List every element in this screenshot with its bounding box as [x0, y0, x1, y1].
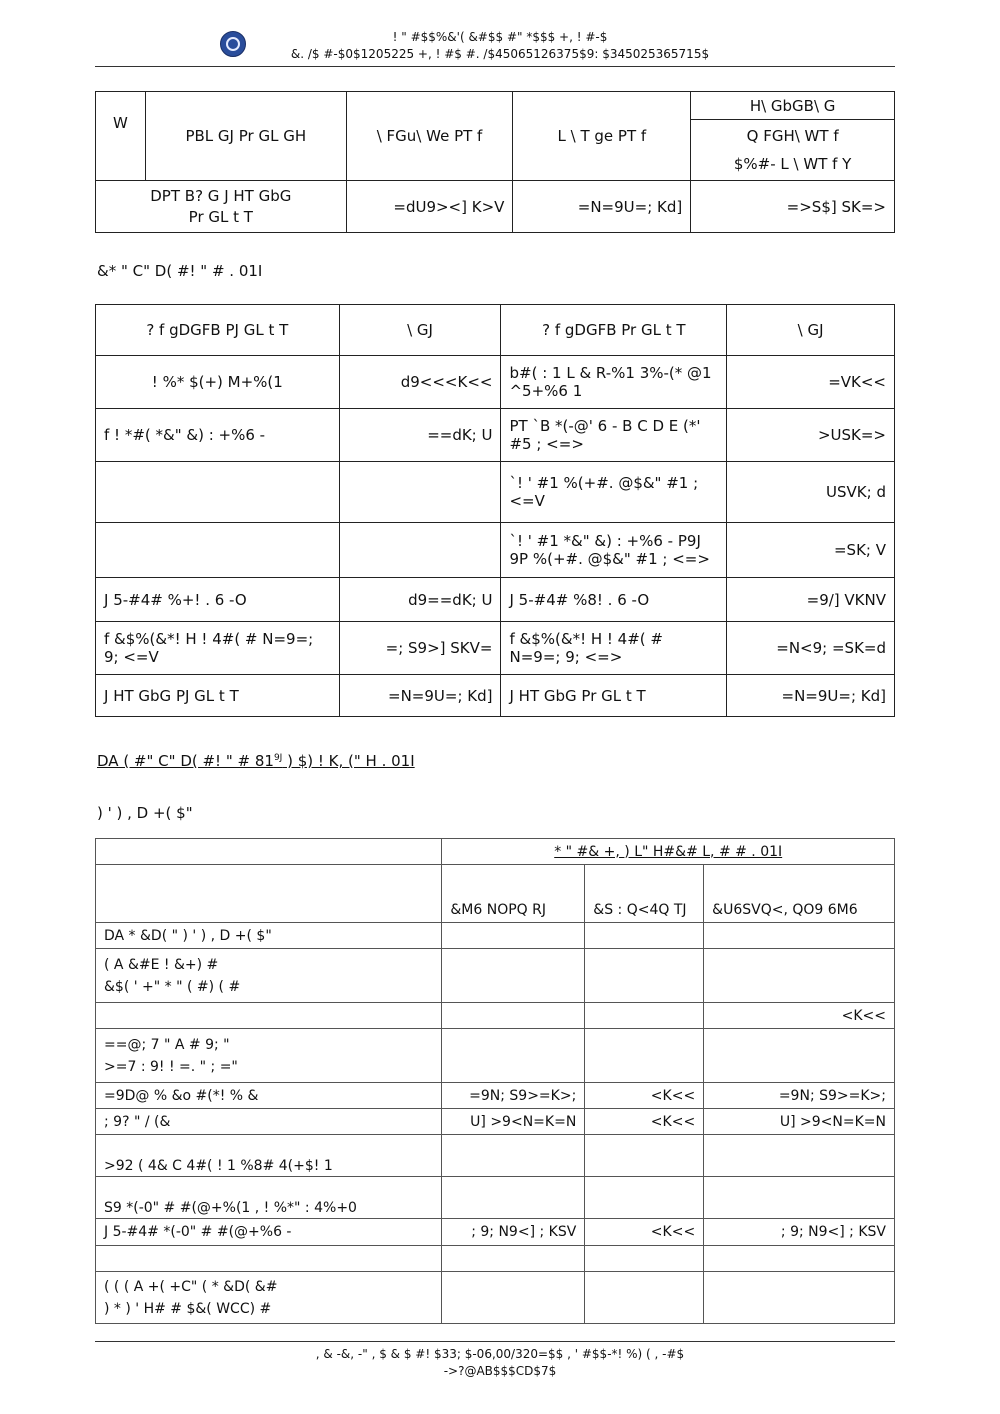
t3-label-line: S9 *(-0" # #(@+%(1 , ! %*" : 4%+0 — [104, 1200, 357, 1216]
t2-cell — [96, 462, 340, 523]
t2-header-4: \ GJ — [727, 305, 895, 356]
t3-label-line: ; 9? " / (& — [104, 1113, 171, 1130]
t3-label-line: ( A &#E ! &+) # — [104, 956, 219, 973]
t2-cell: J 5-#4# %8! . 6 -O — [501, 578, 727, 622]
t2-cell: J 5-#4# %+! . 6 -O — [96, 578, 340, 622]
t2-cell: `! ' #1 *&" &) : +%6 - P9J 9P %(+#. @$&" #1 ; <=> — [501, 523, 727, 578]
t3-cell — [442, 1246, 585, 1272]
value-c: =N=9U=; Kd] — [513, 181, 691, 233]
t3-row-label — [96, 1177, 442, 1219]
header-line-1: ! " #$$%&'( &#$$ #" *$$$ +, ! #-$ — [392, 30, 608, 44]
row-label-line-1: DPT B? G J HT GbG — [150, 186, 292, 205]
col-d-sub2: $%#- L \ WT f Y — [733, 155, 852, 173]
t3-cell — [585, 949, 704, 1003]
t3-col-header: &S : Q<4Q TJ — [585, 865, 704, 923]
t2-cell: d9==dK; U — [339, 578, 501, 622]
col-b-header: \ FGu\ We PT f — [346, 92, 513, 181]
t2-cell: f &$%(&*! H ! 4#( # N=9=; 9; <=V — [96, 622, 340, 675]
t3-cell — [442, 949, 585, 1003]
col-d-sub1: Q FGH\ WT f — [746, 127, 839, 145]
t3-cell — [704, 1177, 895, 1219]
t3-cell — [704, 923, 895, 949]
t2-cell: =SK; V — [727, 523, 895, 578]
t2-cell: =9/] VKNV — [727, 578, 895, 622]
t3-col-header: &U6SVQ<, QO9 6M6 — [704, 865, 895, 923]
t2-cell: b#( : 1 L & R-%1 3%-(* @1 ^5+%6 1 — [501, 356, 727, 409]
t2-total-label: J HT GbG Pr GL t T — [501, 675, 727, 717]
t3-col-header: &M6 NOPQ RJ — [442, 865, 585, 923]
t3-row-label — [96, 1135, 442, 1177]
t3-label-line: ( ( ( A +( +C" ( * &D( &# — [104, 1278, 278, 1295]
t3-row-label — [96, 1029, 442, 1083]
t2-header-3: ? f gDGFB Pr GL t T — [501, 305, 727, 356]
t3-cell — [704, 1135, 895, 1177]
footer-line-1: , & -&, -" , $ & $ #! $33; $-06,00/320=$$ , ' #$$-*! %) ( , -#$ — [315, 1347, 685, 1361]
row-label-line-2: Pr GL t T — [188, 207, 253, 226]
t2-cell: ! %* $(+) M+%(1 — [96, 356, 340, 409]
t3-cell — [704, 1246, 895, 1272]
t2-cell — [96, 523, 340, 578]
t3-cell — [442, 1272, 585, 1324]
t3-row-label — [96, 1219, 442, 1246]
t3-cell — [585, 1272, 704, 1324]
t3-cell: ; 9; N9<] ; KSV — [442, 1219, 585, 1246]
col-d-header: H\ GbGB\ G — [691, 92, 895, 120]
t3-cell — [442, 1003, 585, 1029]
t3-row-label — [96, 1272, 442, 1324]
t3-label-line: ) * ) ' H# # $&( WCC) # — [104, 1300, 272, 1317]
t2-cell: =; S9>] SKV= — [339, 622, 501, 675]
detail-table — [95, 838, 895, 1324]
col-w-header: W — [96, 92, 146, 181]
t3-group-header-text: * " #& +, ) L" H#&# L, # # . 01I — [554, 843, 783, 860]
t3-label-line: =9D@ % &o #(*! % & — [104, 1087, 259, 1104]
t2-cell — [339, 523, 501, 578]
t2-cell: ==dK; U — [339, 409, 501, 462]
t3-cell — [585, 1246, 704, 1272]
header-line-2: &. /$ #-$0$1205225 +, ! #$ #. /$45065126375$9: $345025365715$ — [290, 47, 710, 61]
footer-rule — [95, 1341, 895, 1342]
row-label — [96, 181, 347, 233]
t3-row-label — [96, 1109, 442, 1135]
t2-total-value: =N=9U=; Kd] — [339, 675, 501, 717]
t2-total-value: =N=9U=; Kd] — [727, 675, 895, 717]
t3-cell: U] >9<N=K=N — [704, 1109, 895, 1135]
section-heading-2-sup: 9J — [273, 753, 283, 763]
t3-cell — [442, 1029, 585, 1083]
section-heading-2-main: DA ( #" C" D( #! " # 81 — [97, 752, 274, 770]
t2-header-2: \ GJ — [339, 305, 501, 356]
t3-cell: <K<< — [704, 1003, 895, 1029]
t3-row-label — [96, 1003, 442, 1029]
t3-cell — [442, 923, 585, 949]
t3-blank-header — [96, 865, 442, 923]
t3-group-header — [442, 839, 895, 865]
footer-line-2: ->?@AB$$$CD$7$ — [443, 1364, 557, 1378]
t3-cell — [585, 1003, 704, 1029]
col-c-header: L \ T ge PT f — [513, 92, 691, 181]
t2-header-1: ? f gDGFB PJ GL t T — [96, 305, 340, 356]
t3-label-line: DA * &D( " ) ' ) , D +( $" — [104, 927, 272, 944]
t3-cell — [585, 1177, 704, 1219]
t3-cell: =9N; S9>=K>; — [442, 1083, 585, 1109]
t2-cell: d9<<<K<< — [339, 356, 501, 409]
t3-cell — [442, 1135, 585, 1177]
value-b: =dU9><] K>V — [346, 181, 513, 233]
col-a-header: PBL GJ Pr GL GH — [145, 92, 346, 181]
t2-cell: =N<9; =SK=d — [727, 622, 895, 675]
t3-cell: U] >9<N=K=N — [442, 1109, 585, 1135]
t3-cell: =9N; S9>=K>; — [704, 1083, 895, 1109]
t3-blank-header — [96, 839, 442, 865]
t3-row-label — [96, 923, 442, 949]
t2-cell: =VK<< — [727, 356, 895, 409]
value-d: =>S$] SK=> — [691, 181, 895, 233]
t2-cell: >USK=> — [727, 409, 895, 462]
t3-row-label — [96, 1246, 442, 1272]
t3-label-line: ==@; 7 " A # 9; " — [104, 1036, 230, 1053]
t2-cell: f &$%(&*! H ! 4#( # N=9=; 9; <=> — [501, 622, 727, 675]
t3-cell: <K<< — [585, 1083, 704, 1109]
t3-cell — [585, 1029, 704, 1083]
section-heading-3: ) ' ) , D +( $" — [97, 804, 193, 822]
t3-cell: ; 9; N9<] ; KSV — [704, 1219, 895, 1246]
t2-total-label: J HT GbG PJ GL t T — [96, 675, 340, 717]
t2-cell: `! ' #1 %(+#. @$&" #1 ; <=V — [501, 462, 727, 523]
summary-table — [95, 91, 895, 233]
section-heading-2 — [97, 752, 415, 770]
t2-cell — [339, 462, 501, 523]
t3-cell — [585, 1135, 704, 1177]
t3-cell: <K<< — [585, 1219, 704, 1246]
balance-table — [95, 304, 895, 717]
t2-cell: USVK; d — [727, 462, 895, 523]
t2-cell: PT `B *(-@' 6 - B C D E (*' #5 ; <=> — [501, 409, 727, 462]
t2-cell: f ! *#( *&" &) : +%6 - — [96, 409, 340, 462]
t3-cell — [442, 1177, 585, 1219]
t3-label-line: >92 ( 4& C 4#( ! 1 %8# 4(+$! 1 — [104, 1158, 333, 1174]
t3-cell — [585, 923, 704, 949]
section-heading-2-tail: ) $) ! K, (" H . 01I — [282, 752, 415, 770]
t3-label-line: >=7 : 9! ! =. " ; =" — [104, 1058, 238, 1075]
t3-cell: <K<< — [585, 1109, 704, 1135]
header-rule — [95, 66, 895, 67]
t3-label-line: &$( ' +" * " ( #) ( # — [104, 978, 241, 995]
t3-row-label — [96, 1083, 442, 1109]
t3-cell — [704, 949, 895, 1003]
t3-cell — [704, 1029, 895, 1083]
t3-cell — [704, 1272, 895, 1324]
section-heading-1: &* " C" D( #! " # . 01I — [97, 262, 263, 280]
t3-label-line: J 5-#4# *(-0" # #(@+%6 - — [104, 1224, 292, 1240]
t3-row-label — [96, 949, 442, 1003]
col-d-subheader — [691, 120, 895, 181]
